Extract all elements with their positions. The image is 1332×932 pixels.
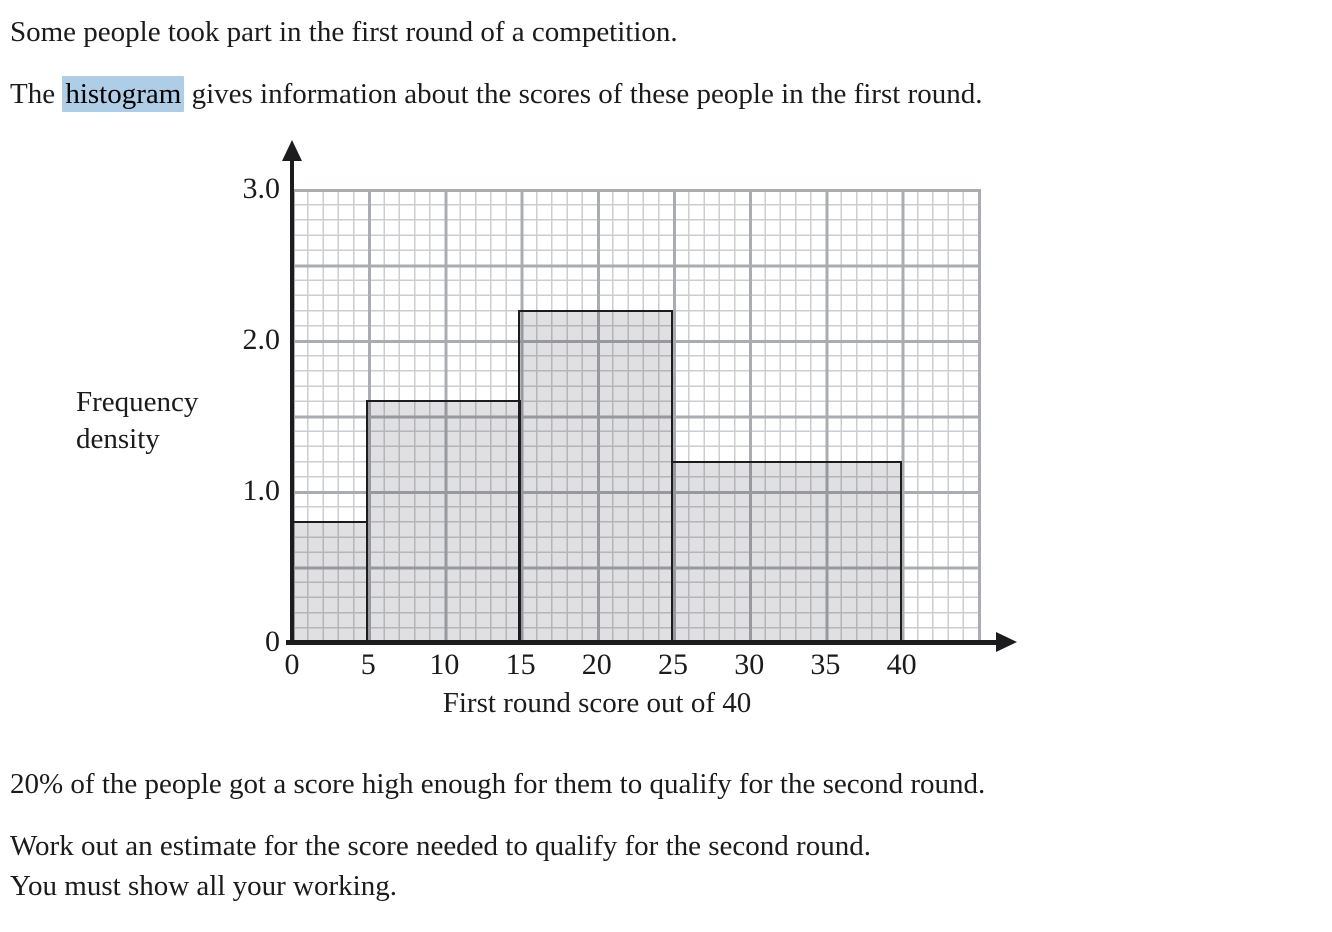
- x-axis-arrow-icon: [996, 632, 1017, 652]
- intro-text-2: [10, 74, 982, 114]
- y-tick-label: 2.0: [242, 323, 280, 356]
- x-tick-label: 35: [810, 648, 841, 681]
- histogram-bar-25-40: [671, 461, 902, 642]
- y-tick-label: 0: [265, 625, 280, 658]
- x-tick-label: 5: [360, 648, 376, 681]
- x-tick-label: 20: [581, 648, 612, 681]
- footer-text-2: [10, 826, 871, 906]
- x-tick-label: 25: [658, 648, 688, 681]
- footer-text-1: 20% of the people got a score high enough for them to qualify for the second round.: [10, 768, 986, 800]
- y-axis-title-line-2: density: [76, 423, 160, 455]
- intro-text-2-after: gives information about the scores of these people in the first round.: [184, 78, 983, 110]
- footer-text-2-line-2: You must show all your working.: [10, 870, 397, 902]
- histogram-bar-15-25: [518, 310, 673, 642]
- y-axis-arrow-icon: [282, 140, 302, 161]
- x-tick-label: 15: [505, 648, 536, 681]
- x-axis-title: First round score out of 40: [442, 687, 752, 719]
- x-tick-label: 30: [734, 648, 765, 681]
- histogram-bar-5-15: [366, 400, 521, 642]
- y-axis-line: [290, 152, 295, 644]
- x-tick-label: 40: [886, 648, 917, 681]
- intro-text-2-before: The: [10, 78, 63, 110]
- x-tick-label: 0: [284, 648, 300, 681]
- y-tick-label: 1.0: [242, 474, 280, 507]
- y-axis-title: [76, 384, 198, 458]
- x-axis-line: [286, 640, 998, 645]
- highlighted-word-histogram: histogram: [62, 76, 184, 112]
- histogram-bar-0-5: [292, 521, 368, 642]
- footer-text-2-line-1: Work out an estimate for the score needed to qualify for the second round.: [10, 830, 871, 862]
- y-tick-label: 3.0: [242, 172, 280, 205]
- plot-area: [292, 189, 981, 642]
- y-axis-title-line-1: Frequency: [76, 386, 199, 418]
- x-tick-label: 10: [429, 648, 460, 681]
- intro-text-1: Some people took part in the first round of a competition.: [10, 16, 678, 48]
